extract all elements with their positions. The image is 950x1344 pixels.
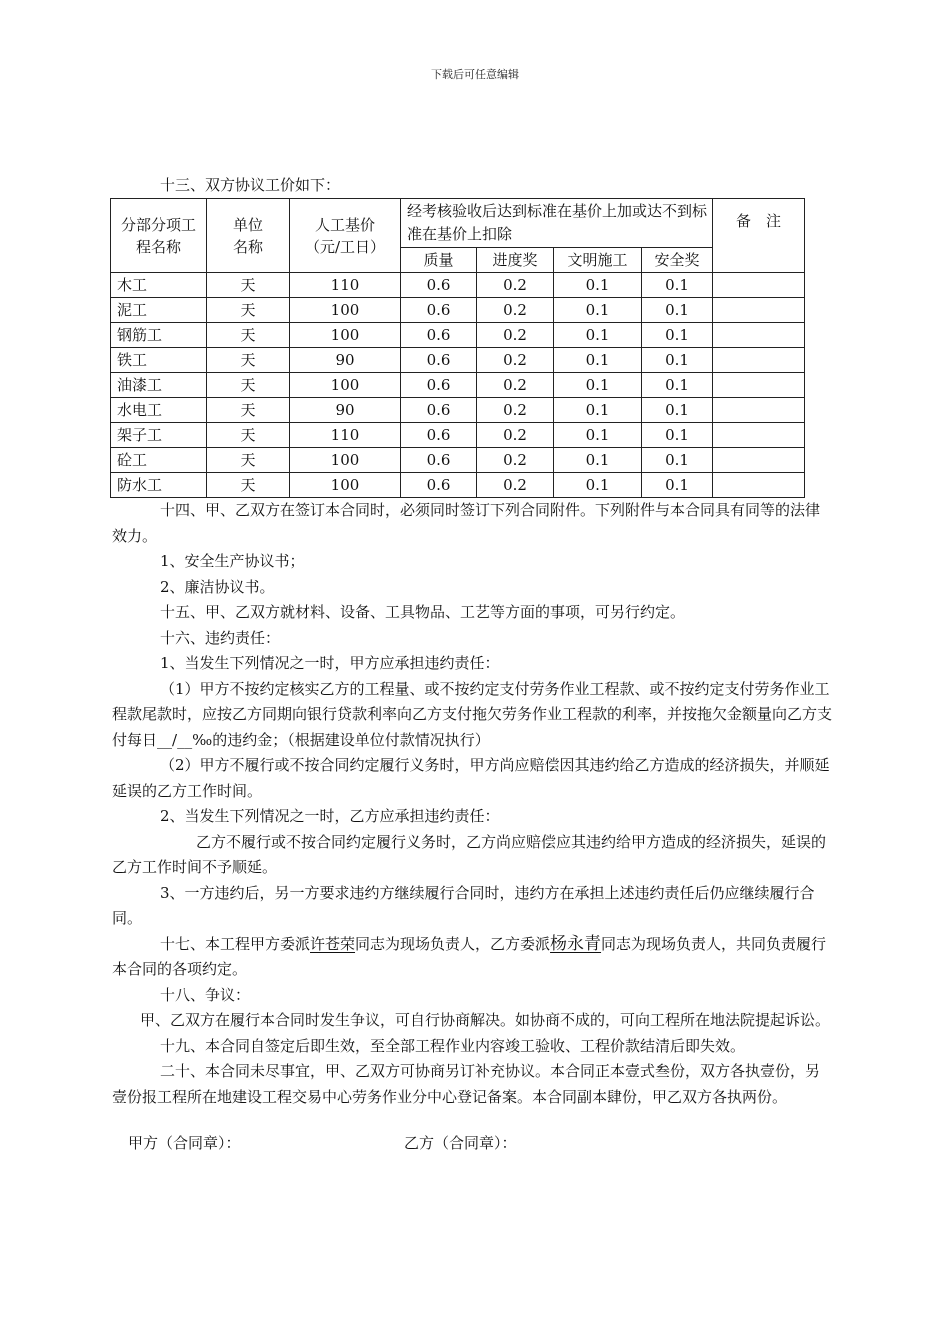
- table-row: [111, 273, 805, 298]
- subheader-civilized: 文明施工: [554, 248, 642, 273]
- clause-18-item-1: 甲、乙双方在履行本合同时发生争议，可自行协商解决。如协商不成的，可向工程所在地法院提起诉讼。: [140, 1011, 831, 1029]
- clause-17-text-a: 十七、本工程甲方委派: [160, 934, 311, 953]
- cell-remark: [713, 423, 805, 448]
- cell-safety: 0.1: [642, 473, 713, 498]
- cell-progress: 0.2: [477, 273, 554, 298]
- cell-trade-name: 木工: [111, 273, 207, 298]
- cell-quality: 0.6: [401, 473, 477, 498]
- cell-progress: 0.2: [477, 398, 554, 423]
- clause-20: 二十、本合同未尽事宜，甲、乙双方可协商另订补充协议。本合同正本壹式叁份，双方各执壹份，另壹份报工程所在地建设工程交易中心劳务作业分中心登记备案。本合同副本肆份，甲乙双方各执两份。: [112, 1062, 821, 1106]
- subheader-quality: 质量: [401, 248, 477, 273]
- cell-unit: 天: [207, 448, 290, 473]
- cell-trade-name: 泥工: [111, 298, 207, 323]
- table-row: [111, 298, 805, 323]
- cell-civilized: 0.1: [554, 373, 642, 398]
- cell-trade-name: 防水工: [111, 473, 207, 498]
- cell-remark: [713, 273, 805, 298]
- clause-14: 十四、甲、乙双方在签订本合同时，必须同时签订下列合同附件。下列附件与本合同具有同等的法律效力。: [112, 501, 821, 545]
- cell-safety: 0.1: [642, 448, 713, 473]
- cell-remark: [713, 298, 805, 323]
- cell-base-price: 90: [290, 398, 401, 423]
- cell-civilized: 0.1: [554, 323, 642, 348]
- cell-safety: 0.1: [642, 323, 713, 348]
- clause-17: [112, 932, 832, 983]
- cell-base-price: 90: [290, 348, 401, 373]
- cell-civilized: 0.1: [554, 423, 642, 448]
- cell-quality: 0.6: [401, 423, 477, 448]
- header-remark: 备 注: [713, 199, 805, 273]
- cell-quality: 0.6: [401, 373, 477, 398]
- cell-remark: [713, 348, 805, 373]
- cell-quality: 0.6: [401, 398, 477, 423]
- cell-trade-name: 架子工: [111, 423, 207, 448]
- cell-unit: 天: [207, 273, 290, 298]
- header-category: 分部分项工程名称: [111, 199, 207, 273]
- party-b-representative: 杨永青: [550, 933, 602, 954]
- clause-16-item-2-1: 乙方不履行或不按合同约定履行义务时，乙方尚应赔偿应其违约给甲方造成的经济损失，延误的乙方工作时间不予顺延。: [112, 832, 827, 876]
- party-a-representative: 许苍荣: [310, 934, 356, 953]
- cell-unit: 天: [207, 348, 290, 373]
- contract-clauses: [112, 498, 832, 1110]
- cell-civilized: 0.1: [554, 398, 642, 423]
- cell-progress: 0.2: [477, 448, 554, 473]
- cell-civilized: 0.1: [554, 348, 642, 373]
- cell-safety: 0.1: [642, 298, 713, 323]
- clause-18: 十八、争议：: [160, 985, 251, 1004]
- table-row: [111, 398, 805, 423]
- cell-trade-name: 钢筋工: [111, 323, 207, 348]
- table-row: [111, 423, 805, 448]
- cell-unit: 天: [207, 473, 290, 498]
- table-row: [111, 323, 805, 348]
- subheader-safety: 安全奖: [642, 248, 713, 273]
- clause-14-item-2: 2、廉洁协议书。: [160, 577, 275, 596]
- cell-base-price: 110: [290, 423, 401, 448]
- table-row: [111, 448, 805, 473]
- cell-quality: 0.6: [401, 448, 477, 473]
- clause-17-text-c: 同志为现场负责人，共同负责履行本合同的各项约定。: [112, 934, 827, 978]
- cell-base-price: 100: [290, 298, 401, 323]
- cell-progress: 0.2: [477, 323, 554, 348]
- cell-progress: 0.2: [477, 473, 554, 498]
- penalty-rate-blank: __/__: [157, 730, 193, 749]
- cell-remark: [713, 373, 805, 398]
- table-row: [111, 348, 805, 373]
- cell-trade-name: 水电工: [111, 398, 207, 423]
- page-header: 下载后可任意编辑: [431, 68, 519, 81]
- cell-remark: [713, 448, 805, 473]
- cell-base-price: 110: [290, 273, 401, 298]
- clause-17-text-b: 同志为现场负责人，乙方委派: [355, 934, 551, 953]
- cell-remark: [713, 473, 805, 498]
- cell-safety: 0.1: [642, 398, 713, 423]
- header-adjustment: 经考核验收后达到标准在基价上加或达不到标准在基价上扣除: [401, 199, 713, 248]
- clause-16-item-3: 3、一方违约后，另一方要求违约方继续履行合同时，违约方在承担上述违约责任后仍应继续履行合同。: [112, 883, 815, 927]
- cell-trade-name: 铁工: [111, 348, 207, 373]
- header-unit: 单位名称: [207, 199, 290, 273]
- clause-16-item-1-1: [112, 677, 832, 754]
- cell-unit: 天: [207, 398, 290, 423]
- cell-civilized: 0.1: [554, 298, 642, 323]
- cell-civilized: 0.1: [554, 473, 642, 498]
- cell-base-price: 100: [290, 373, 401, 398]
- party-b-seal-label: 乙方（合同章）：: [404, 1134, 517, 1152]
- cell-quality: 0.6: [401, 323, 477, 348]
- subheader-progress: 进度奖: [477, 248, 554, 273]
- clause-16-item-1-1-text-b: ‰的违约金；（根据建设单位付款情况执行）: [192, 730, 490, 749]
- party-a-seal-label: 甲方（合同章）：: [128, 1134, 241, 1152]
- cell-quality: 0.6: [401, 273, 477, 298]
- cell-unit: 天: [207, 423, 290, 448]
- clause-19: 十九、本合同自签定后即生效，至全部工程作业内容竣工验收、工程价款结清后即失效。: [160, 1036, 746, 1055]
- cell-progress: 0.2: [477, 298, 554, 323]
- document-body: [112, 172, 832, 1153]
- signature-block: [128, 1132, 832, 1153]
- table-row: [111, 373, 805, 398]
- cell-base-price: 100: [290, 473, 401, 498]
- table-row: [111, 473, 805, 498]
- cell-progress: 0.2: [477, 423, 554, 448]
- header-price: 人工基价（元/工日）: [290, 199, 401, 273]
- cell-quality: 0.6: [401, 348, 477, 373]
- cell-safety: 0.1: [642, 273, 713, 298]
- cell-civilized: 0.1: [554, 448, 642, 473]
- clause-16-item-1-2: （2）甲方不履行或不按合同约定履行义务时，甲方尚应赔偿因其违约给乙方造成的经济损失，并顺延延误的乙方工作时间。: [112, 756, 830, 800]
- cell-trade-name: 油漆工: [111, 373, 207, 398]
- cell-unit: 天: [207, 323, 290, 348]
- cell-base-price: 100: [290, 448, 401, 473]
- cell-progress: 0.2: [477, 373, 554, 398]
- cell-unit: 天: [207, 298, 290, 323]
- clause-16-item-2: 2、当发生下列情况之一时，乙方应承担违约责任：: [160, 807, 500, 825]
- wage-table: [110, 198, 805, 498]
- cell-safety: 0.1: [642, 348, 713, 373]
- clause-15: 十五、甲、乙双方就材料、设备、工具物品、工艺等方面的事项，可另行约定。: [160, 603, 686, 621]
- cell-civilized: 0.1: [554, 273, 642, 298]
- cell-remark: [713, 398, 805, 423]
- cell-quality: 0.6: [401, 298, 477, 323]
- clause-14-item-1: 1、安全生产协议书；: [160, 552, 305, 570]
- cell-progress: 0.2: [477, 348, 554, 373]
- cell-remark: [713, 323, 805, 348]
- cell-safety: 0.1: [642, 373, 713, 398]
- clause-16-item-1-1-text-a: （1）甲方不按约定核实乙方的工程量、或不按约定支付劳务作业工程款、或不按约定支付劳务作业工程款尾款时，应按乙方同期向银行贷款利率向乙方支付拖欠劳务作业工程款的利率，并按拖欠金额量向乙方支付每日: [112, 679, 833, 749]
- clause-16: 十六、违约责任：: [160, 628, 281, 647]
- cell-base-price: 100: [290, 323, 401, 348]
- cell-trade-name: 砼工: [111, 448, 207, 473]
- cell-unit: 天: [207, 373, 290, 398]
- cell-safety: 0.1: [642, 423, 713, 448]
- section-13-title: 十三、双方协议工价如下：: [160, 176, 341, 194]
- clause-16-item-1: 1、当发生下列情况之一时，甲方应承担违约责任：: [160, 654, 500, 672]
